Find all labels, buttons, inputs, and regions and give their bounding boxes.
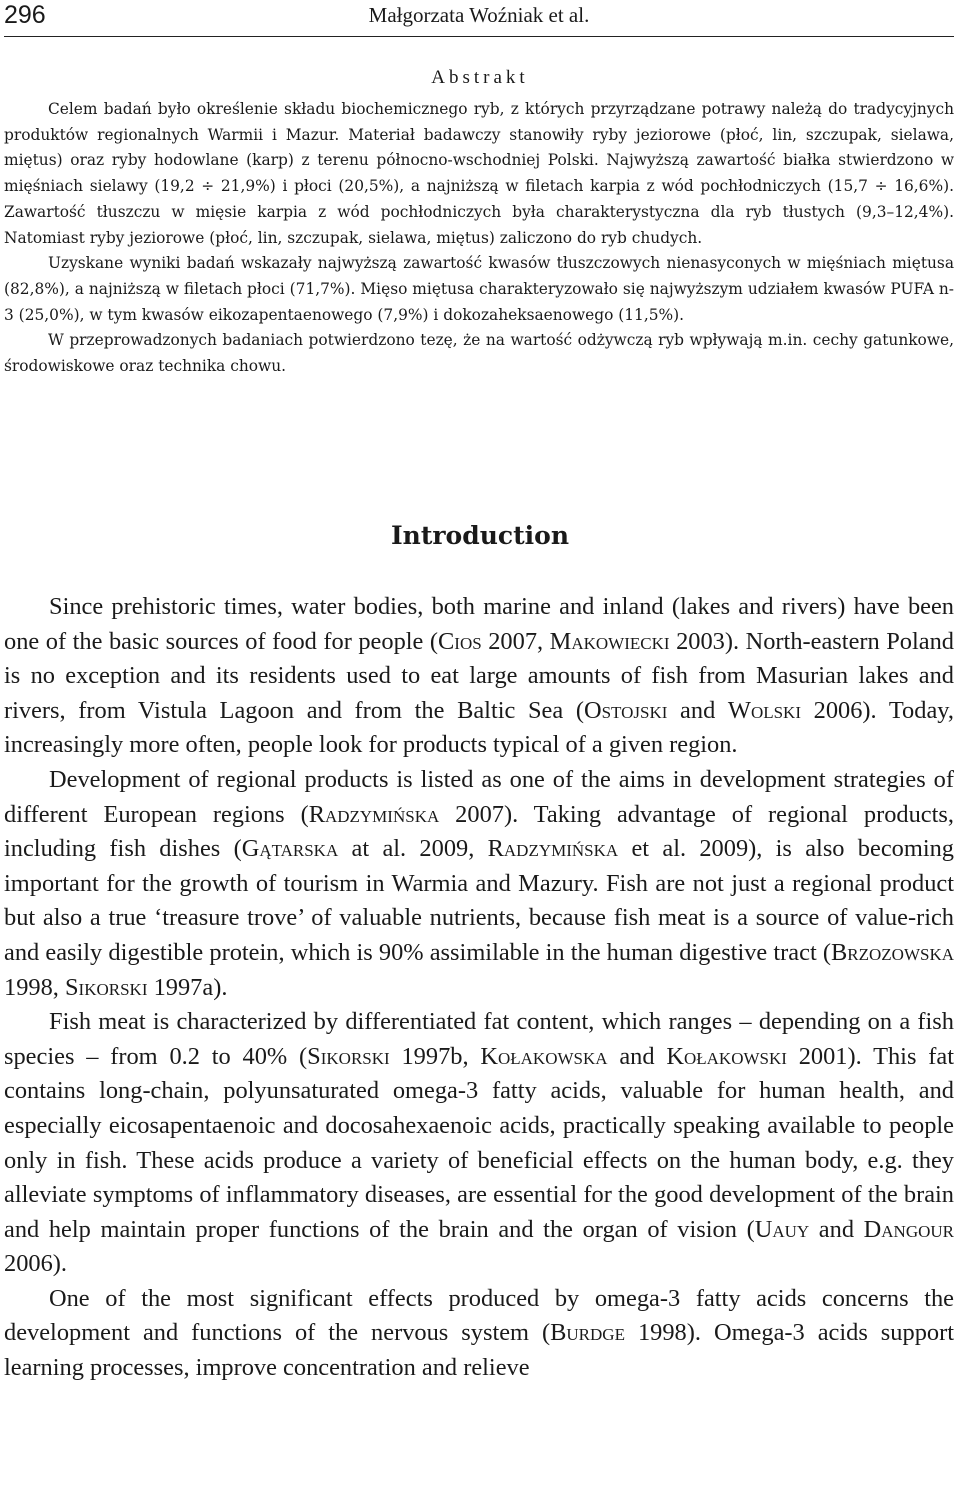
- text-run: and: [809, 1215, 864, 1243]
- abstract-paragraph: W przeprowadzonych badaniach potwierdzono tezę, że na wartość odżywczą ryb wpływają m.in. cechy gatunkowe, środowiskowe oraz technika chowu.: [4, 331, 954, 376]
- citation-author: Radzymińska: [308, 800, 440, 828]
- text-run: 2001). This fat contains long-chain, polyunsaturated omega-3 fatty acids, valuable for human health, and especially eicosapentaenoic and docosahexaenoic acids, practically speaking available to people only in fish. These acids produce a variety of beneficial effects on the human body, e.g. they alleviate symptoms of inflammatory diseases, are essential for the good development of the brain and help maintain proper functions of the brain and the organ of vision (: [4, 1042, 954, 1243]
- citation-author: Burdge: [550, 1319, 625, 1347]
- text-run: One of the most significant effects produced by omega-3 fatty acids concerns the development and functions of the nervous system (: [4, 1284, 954, 1347]
- body-paragraph: [4, 590, 954, 763]
- text-run: Development of regional products is listed as one of the aims in development strategies of different European regions (: [4, 765, 954, 828]
- citation-author: Dangour: [863, 1215, 954, 1243]
- text-run: 2003). North-eastern Poland is no exception and its residents used to eat large amounts of fish from Masurian lakes and rivers, from Vistula Lagoon and from the Baltic Sea (: [4, 627, 954, 724]
- abstract-paragraph: Uzyskane wyniki badań wskazały najwyższą zawartość kwasów tłuszczowych nienasyconych w mięśniach miętusa (82,8%), a najniższą w filetach płoci (71,7%). Mięso miętusa charakteryzowało się najwyższym udziałem kwasów PUFA n-3 (25,0%), w tym kwasów eikozapentaenowego (7,9%) i dokozaheksaenowego (11,5%).: [4, 254, 954, 324]
- text-run: and: [667, 696, 728, 724]
- citation-author: Radzymińska: [487, 835, 619, 863]
- body-paragraph: [4, 763, 954, 1005]
- citation-author: Kołakowski: [666, 1042, 787, 1070]
- text-run: and: [607, 1042, 667, 1070]
- citation-author: Sikorski: [307, 1042, 390, 1070]
- text-run: 2006). Today, increasingly more often, people look for products typical of a given region.: [4, 696, 954, 759]
- text-run: 2007,: [481, 627, 550, 655]
- section-heading-introduction: Introduction: [390, 521, 570, 550]
- citation-author: Ostojski: [583, 696, 668, 724]
- introduction-body: [4, 590, 954, 1386]
- citation-author: Uauy: [754, 1215, 810, 1243]
- text-run: at al. 2009,: [338, 835, 488, 863]
- citation-author: Gątarska: [241, 835, 339, 863]
- text-run: 1997b,: [389, 1042, 481, 1070]
- abstract: [4, 97, 954, 380]
- text-run: et al. 2009), is also becoming important for the growth of tourism in Warmia and Mazury. Fish are not just a regional product but also a true ‘treasure trove’ of valuable nutrients, because fish meat is a source of value-rich and easily digestible protein, which is 90% assimilable in the human digestive tract (: [4, 835, 954, 966]
- body-paragraph: [4, 1005, 954, 1282]
- text-run: 1997a).: [147, 973, 228, 1001]
- text-run: Since prehistoric times, water bodies, both marine and inland (lakes and rivers) have been one of the basic sources of food for people (: [4, 593, 954, 655]
- page-number: 296: [4, 1, 46, 29]
- text-run: 2007). Taking advantage of regional products, including fish dishes (: [4, 800, 954, 863]
- running-head: Małgorzata Woźniak et al.: [368, 3, 590, 27]
- text-run: 1998,: [4, 973, 65, 1001]
- text-run: 2006).: [4, 1250, 68, 1278]
- citation-author: Cios: [438, 627, 482, 655]
- citation-author: Kołakowska: [480, 1042, 608, 1070]
- citation-author: Makowiecki: [549, 627, 670, 655]
- text-run: 1998). Omega-3 acids support learning processes, improve concentration and relieve: [4, 1319, 954, 1382]
- citation-author: Wolski: [727, 696, 801, 724]
- page-header: [4, 0, 954, 37]
- text-run: Fish meat is characterized by differentiated fat content, which ranges – depending on a fish species – from 0.2 to 40% (: [4, 1008, 954, 1070]
- abstract-paragraph: Celem badań było określenie składu biochemicznego ryb, z których przyrządzane potrawy należą do tradycyjnych produktów regionalnych Warmii i Mazur. Materiał badawczy stanowiły ryby jeziorowe (płoć, lin, szczupak, sielawa, miętus) oraz ryby hodowlane (karp) z terenu północno-wschodniej Polski. Najwyższą zawartość białka stwierdzono w mięśniach sielawy (19,2 ÷ 21,9%) i płoci (20,5%), a najniższą w filetach karpia z wód pochłodniczych (15,7 ÷ 16,6%). Zawartość tłuszczu w mięsie karpia z wód pochłodniczych była charakterystyczna dla ryb tłustych (9,3–12,4%). Natomiast ryby jeziorowe (płoć, lin, szczupak, sielawa, miętus) zaliczono do ryb chudych.: [4, 100, 954, 247]
- body-paragraph: [4, 1282, 954, 1386]
- citation-author: Brzozowska: [831, 938, 954, 966]
- citation-author: Sikorski: [64, 973, 148, 1001]
- abstract-title: Abstrakt: [431, 67, 529, 88]
